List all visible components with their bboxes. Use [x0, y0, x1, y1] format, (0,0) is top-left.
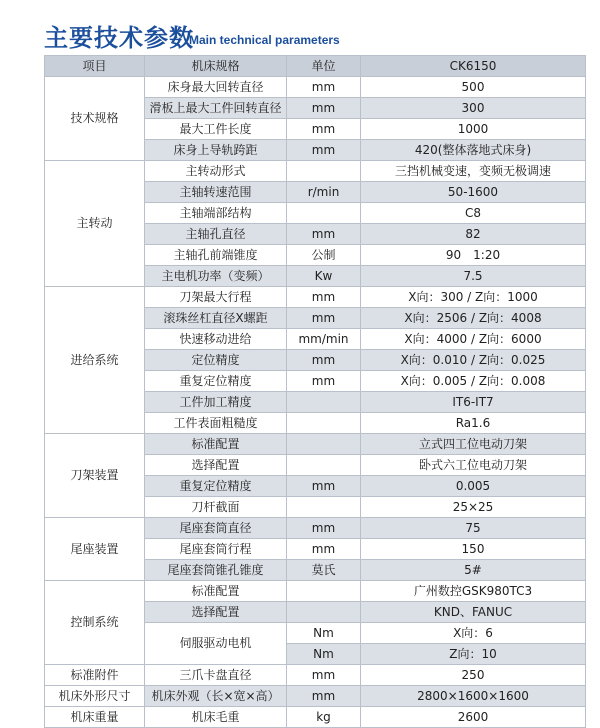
page-title: 主要技术参数 [44, 24, 194, 52]
group-name: 控制系统 [45, 581, 145, 665]
spec-cell: 主电机功率（变频） [145, 266, 287, 287]
value-cell: X向：0.005 / Z向：0.008 [361, 371, 586, 392]
spec-cell: 尾座套筒直径 [145, 518, 287, 539]
table-row [45, 665, 586, 686]
spec-cell: 工件加工精度 [145, 392, 287, 413]
spec-cell: 重复定位精度 [145, 476, 287, 497]
group-name: 进给系统 [45, 287, 145, 434]
header-spec: 机床规格 [145, 56, 287, 77]
group-name: 机床外形尺寸 [45, 686, 145, 707]
value-cell: 5# [361, 560, 586, 581]
group-name: 尾座装置 [45, 518, 145, 581]
page-subtitle: Main technical parameters [189, 33, 340, 47]
value-cell: 75 [361, 518, 586, 539]
table-row [45, 581, 586, 602]
unit-cell: Nm [287, 623, 361, 644]
spec-cell: 工件表面粗糙度 [145, 413, 287, 434]
header-unit: 单位 [287, 56, 361, 77]
value-cell: 立式四工位电动刀架 [361, 434, 586, 455]
spec-cell: 主轴端部结构 [145, 203, 287, 224]
value-cell: 1000 [361, 119, 586, 140]
spec-cell: 滚珠丝杠直径X螺距 [145, 308, 287, 329]
value-cell: 卧式六工位电动刀架 [361, 455, 586, 476]
value-cell: 82 [361, 224, 586, 245]
spec-cell: 主转动形式 [145, 161, 287, 182]
unit-cell: r/min [287, 182, 361, 203]
value-cell: X向：0.010 / Z向：0.025 [361, 350, 586, 371]
group-name: 标准附件 [45, 665, 145, 686]
spec-cell: 刀架最大行程 [145, 287, 287, 308]
unit-cell [287, 434, 361, 455]
spec-cell: 主轴孔前端锥度 [145, 245, 287, 266]
unit-cell: mm [287, 665, 361, 686]
spec-cell: 床身上导轨跨距 [145, 140, 287, 161]
table-row [45, 77, 586, 98]
unit-cell: mm [287, 119, 361, 140]
table-row [45, 161, 586, 182]
unit-cell: mm/min [287, 329, 361, 350]
unit-cell: mm [287, 308, 361, 329]
value-cell: Z向：10 [361, 644, 586, 665]
spec-cell: 标准配置 [145, 434, 287, 455]
spec-cell: 标准配置 [145, 581, 287, 602]
value-cell: 0.005 [361, 476, 586, 497]
unit-cell: mm [287, 77, 361, 98]
group-name: 机床重量 [45, 707, 145, 728]
spec-cell: 滑板上最大工件回转直径 [145, 98, 287, 119]
table-row [45, 287, 586, 308]
unit-cell: Nm [287, 644, 361, 665]
spec-cell: 三爪卡盘直径 [145, 665, 287, 686]
group-name: 主转动 [45, 161, 145, 287]
unit-cell [287, 455, 361, 476]
unit-cell: mm [287, 539, 361, 560]
spec-cell: 主轴转速范围 [145, 182, 287, 203]
spec-cell: 机床外观（长×宽×高） [145, 686, 287, 707]
unit-cell [287, 497, 361, 518]
spec-cell: 尾座套筒锥孔锥度 [145, 560, 287, 581]
value-cell: 2800×1600×1600 [361, 686, 586, 707]
spec-cell: 主轴孔直径 [145, 224, 287, 245]
table-row [45, 518, 586, 539]
unit-cell: mm [287, 350, 361, 371]
spec-table-body [45, 77, 586, 728]
unit-cell: mm [287, 686, 361, 707]
value-cell: X向：6 [361, 623, 586, 644]
spec-cell: 重复定位精度 [145, 371, 287, 392]
group-name: 技术规格 [45, 77, 145, 161]
value-cell: Ra1.6 [361, 413, 586, 434]
value-cell: X向：4000 / Z向：6000 [361, 329, 586, 350]
unit-cell: mm [287, 476, 361, 497]
unit-cell [287, 413, 361, 434]
table-row [45, 434, 586, 455]
value-cell: 25×25 [361, 497, 586, 518]
value-cell: 150 [361, 539, 586, 560]
spec-cell: 选择配置 [145, 455, 287, 476]
value-cell: C8 [361, 203, 586, 224]
unit-cell [287, 602, 361, 623]
spec-cell: 尾座套筒行程 [145, 539, 287, 560]
unit-cell: mm [287, 287, 361, 308]
spec-cell: 床身最大回转直径 [145, 77, 287, 98]
unit-cell [287, 203, 361, 224]
table-row [45, 707, 586, 728]
page-header [44, 14, 584, 54]
value-cell: X向：2506 / Z向：4008 [361, 308, 586, 329]
unit-cell: mm [287, 140, 361, 161]
spec-cell: 快速移动进给 [145, 329, 287, 350]
header-item: 项目 [45, 56, 145, 77]
spec-cell: 选择配置 [145, 602, 287, 623]
value-cell: 90 1:20 [361, 245, 586, 266]
value-cell: 广州数控GSK980TC3 [361, 581, 586, 602]
unit-cell [287, 392, 361, 413]
spec-cell: 机床毛重 [145, 707, 287, 728]
unit-cell: Kw [287, 266, 361, 287]
table-header-row [45, 56, 586, 77]
unit-cell: mm [287, 98, 361, 119]
unit-cell: 莫氏 [287, 560, 361, 581]
unit-cell [287, 161, 361, 182]
unit-cell: mm [287, 224, 361, 245]
value-cell: 420(整体落地式床身) [361, 140, 586, 161]
value-cell: 500 [361, 77, 586, 98]
value-cell: 250 [361, 665, 586, 686]
value-cell: 7.5 [361, 266, 586, 287]
spec-cell: 伺服驱动电机 [145, 623, 287, 665]
header-model: CK6150 [361, 56, 586, 77]
value-cell: 2600 [361, 707, 586, 728]
unit-cell: mm [287, 518, 361, 539]
unit-cell [287, 581, 361, 602]
value-cell: 300 [361, 98, 586, 119]
unit-cell: 公制 [287, 245, 361, 266]
spec-cell: 定位精度 [145, 350, 287, 371]
value-cell: KND、FANUC [361, 602, 586, 623]
unit-cell: mm [287, 371, 361, 392]
unit-cell: kg [287, 707, 361, 728]
spec-cell: 最大工件长度 [145, 119, 287, 140]
value-cell: 50-1600 [361, 182, 586, 203]
value-cell: 三挡机械变速，变频无极调速 [361, 161, 586, 182]
value-cell: X向：300 / Z向：1000 [361, 287, 586, 308]
group-name: 刀架装置 [45, 434, 145, 518]
spec-table [44, 55, 586, 728]
table-row [45, 686, 586, 707]
spec-cell: 刀杆截面 [145, 497, 287, 518]
value-cell: IT6-IT7 [361, 392, 586, 413]
